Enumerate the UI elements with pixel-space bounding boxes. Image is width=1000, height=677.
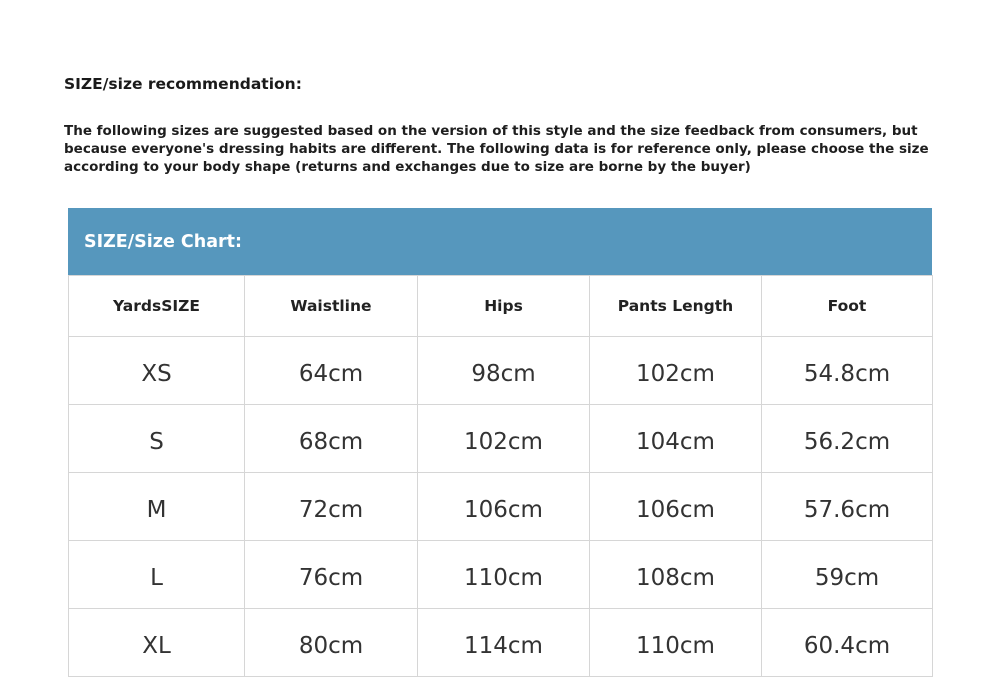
table-row bbox=[69, 405, 933, 473]
size-chart-title: SIZE/Size Chart: bbox=[84, 231, 243, 252]
size-chart bbox=[68, 208, 932, 659]
table-cell: M bbox=[69, 473, 245, 541]
table-cell: 57.6cm bbox=[762, 473, 933, 541]
table-cell: 98cm bbox=[418, 337, 590, 405]
table-cell: S bbox=[69, 405, 245, 473]
table-cell: 102cm bbox=[418, 405, 590, 473]
table-cell: 102cm bbox=[590, 337, 762, 405]
column-header-foot: Foot bbox=[762, 276, 933, 337]
size-table bbox=[68, 275, 933, 677]
table-cell: XS bbox=[69, 337, 245, 405]
table-cell: 106cm bbox=[418, 473, 590, 541]
size-recommendation-note: The following sizes are suggested based on the version of this style and the size feedback from consumers, but because everyone's dressing habits are different. The following data is for reference only, please choose the size according to your body shape (returns and exchanges due to size are borne by the buyer) bbox=[64, 123, 929, 175]
column-header-pants-length: Pants Length bbox=[590, 276, 762, 337]
table-cell: 76cm bbox=[245, 541, 418, 609]
size-table-header-row bbox=[69, 276, 933, 337]
table-row bbox=[69, 609, 933, 677]
table-cell: L bbox=[69, 541, 245, 609]
column-header-hips: Hips bbox=[418, 276, 590, 337]
table-row bbox=[69, 473, 933, 541]
table-cell: 110cm bbox=[418, 541, 590, 609]
table-cell: 72cm bbox=[245, 473, 418, 541]
table-cell: 68cm bbox=[245, 405, 418, 473]
table-row bbox=[69, 337, 933, 405]
table-cell: 80cm bbox=[245, 609, 418, 677]
table-cell: 56.2cm bbox=[762, 405, 933, 473]
table-row bbox=[69, 541, 933, 609]
table-cell: 114cm bbox=[418, 609, 590, 677]
table-cell: 104cm bbox=[590, 405, 762, 473]
table-cell: 60.4cm bbox=[762, 609, 933, 677]
size-chart-banner bbox=[68, 208, 932, 275]
table-cell: 59cm bbox=[762, 541, 933, 609]
table-cell: XL bbox=[69, 609, 245, 677]
size-recommendation-heading: SIZE/size recommendation: bbox=[64, 75, 302, 93]
table-cell: 64cm bbox=[245, 337, 418, 405]
column-header-waistline: Waistline bbox=[245, 276, 418, 337]
column-header-size: YardsSIZE bbox=[69, 276, 245, 337]
table-cell: 54.8cm bbox=[762, 337, 933, 405]
table-cell: 108cm bbox=[590, 541, 762, 609]
table-cell: 106cm bbox=[590, 473, 762, 541]
table-cell: 110cm bbox=[590, 609, 762, 677]
